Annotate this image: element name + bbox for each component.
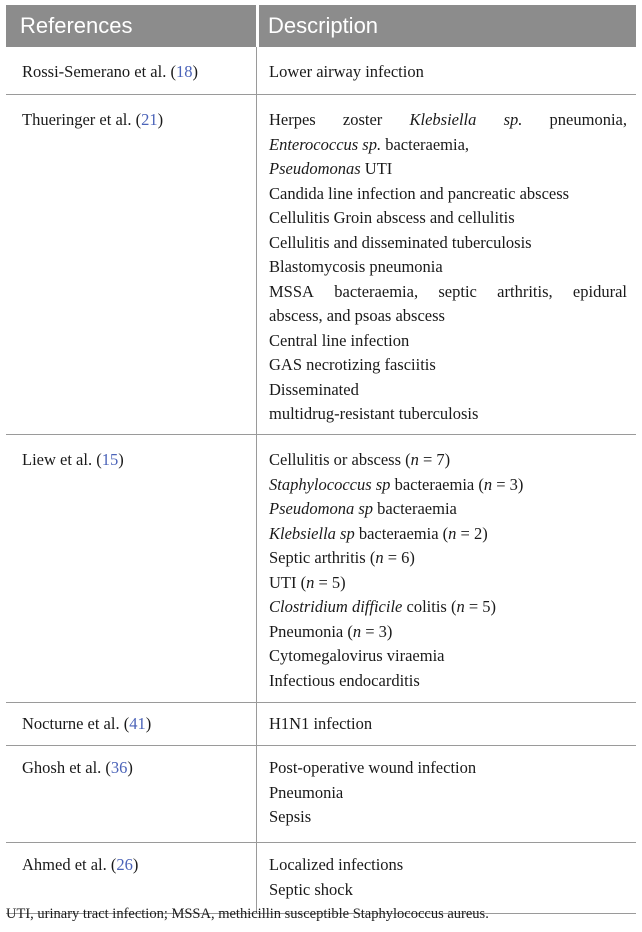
column-divider [256,703,257,745]
description-line: Pneumonia [269,782,344,802]
reference-cell: Rossi-Semerano et al. (18) [22,62,198,81]
author-name: Liew et al. [22,450,93,469]
table-row [6,843,636,914]
references-table [6,5,636,914]
description-line: Blastomycosis pneumonia [269,257,443,276]
header-description: Description [268,13,379,38]
reference-cell: Nocturne et al. (41) [22,714,152,733]
author-name: Thueringer et al. [22,110,132,129]
author-name: Rossi-Semerano et al. [22,62,167,81]
description-line: Herpes zoster Klebsiella sp. pneumonia, [269,110,627,129]
table-row [6,435,636,703]
citation-link[interactable]: 26 [116,855,133,874]
description-line: Septic shock [269,879,353,899]
description-cell [269,108,627,427]
description-cell [269,853,627,902]
description-line: Clostridium difficile colitis (n = 5) [269,597,497,616]
description-cell [269,756,627,830]
table-row [6,746,636,843]
description-line: Pseudomona sp bacteraemia [269,499,457,518]
header-references: References [20,13,133,38]
citation-link[interactable]: 18 [175,62,193,81]
description-line: MSSA bacteraemia, septic arthritis, epidural [269,281,627,301]
description-line: Klebsiella sp bacteraemia (n = 2) [269,523,488,543]
citation-link[interactable]: 36 [110,758,128,777]
table-row [6,95,636,435]
description-line: Enterococcus sp. bacteraemia, [269,134,470,154]
reference-cell: Ghosh et al. (36) [22,758,133,777]
description-line: multidrug-resistant tuberculosis [269,404,479,423]
description-line: Infectious endocarditis [269,670,420,690]
description-line: Staphylococcus sp bacteraemia (n = 3) [269,474,524,494]
description-line: Lower airway infection [269,62,424,81]
description-line: abscess, and psoas abscess [269,306,445,325]
header-divider [256,5,259,47]
description-line: Cellulitis or abscess (n = 7) [269,450,451,469]
description-line: GAS necrotizing fasciitis [269,355,436,374]
description-line: H1N1 infection [269,714,373,733]
column-divider [256,95,257,434]
author-name: Ahmed et al. [22,855,107,874]
column-divider [256,47,257,94]
description-line: Disseminated [269,379,359,399]
citation-link[interactable]: 21 [141,110,158,129]
description-line: Cytomegalovirus viraemia [269,646,445,665]
description-line: Pneumonia (n = 3) [269,621,393,641]
description-cell [269,712,627,737]
column-divider [256,435,257,702]
description-cell [269,60,627,85]
citation-link[interactable]: 41 [129,714,146,733]
author-name: Nocturne et al. [22,714,120,733]
column-divider [256,843,257,913]
description-line: Cellulitis Groin abscess and cellulitis [269,208,515,227]
citation-link[interactable]: 15 [101,450,119,469]
description-line: Pseudomonas UTI [269,159,393,178]
description-line: Localized infections [269,855,404,874]
column-divider [256,746,257,842]
reference-cell: Liew et al. (15) [22,450,124,469]
table-row [6,703,636,746]
author-name: Ghosh et al. [22,758,102,777]
reference-cell: Thueringer et al. (21) [22,110,164,129]
description-line: Central line infection [269,330,410,350]
description-line: Septic arthritis (n = 6) [269,548,415,567]
description-line: Post-operative wound infection [269,758,477,777]
table-header [6,5,636,47]
reference-cell: Ahmed et al. (26) [22,855,139,874]
description-line: Cellulitis and disseminated tuberculosis [269,232,532,252]
table-row [6,47,636,95]
description-line: Candida line infection and pancreatic abscess [269,183,570,203]
table-footnote: UTI, urinary tract infection; MSSA, methicillin susceptible Staphylococcus aureus. [6,906,489,922]
description-cell [269,448,627,693]
description-line: UTI (n = 5) [269,572,346,592]
description-line: Sepsis [269,807,312,826]
